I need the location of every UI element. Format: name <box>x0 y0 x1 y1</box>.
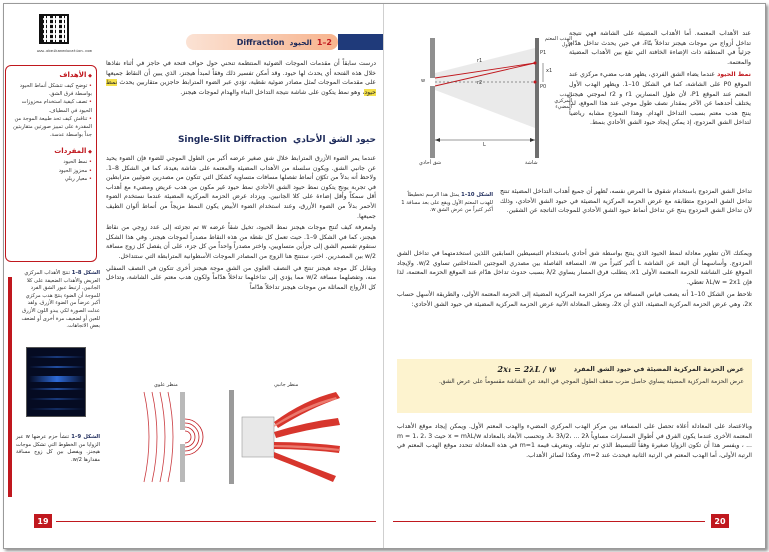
dark-fringes-paragraph: وبالاعتماد على المعادلة أعلاه تحصل على المسافة بين مركز الهدب المركزي المضيء والهدب المعتم الأول. ويمكن إيجاد موقع الأهداب المعتمة الأخرى عندما يكون الفرق في أطوال المسارات مساوياً λ، 3λ/2، ... 2λ، وتحسب الأبعاد بالمعادلة x = mλL/w حيث m = 1، 2، 3 ... ، ويفسر هذا أن تكون الزوايا صغيرة وفقاً للتبسيط الذي تم تناوله. وبتعريف قيمة m=1 في هذه المعادلة تتحدد موقع الهدب المعتم في الرتبة الأولى، أما الهدب المعتم في الرتبة الثانية فيحدث عند m=2، وهكذا لسائر الأهداب. <box>397 423 752 459</box>
intro-text: درست سابقاً أن مقدمات الموجات الضوئية المنتظمة تنحني حول حواف فتحة في حاجز في أثناء نفاذها خلال هذه الفتحة أي يحدث لها حيود. وقد أمكن تفسير ذلك وفقاً لمبدأ هيجنز، الذي يبين أن النقاط جميعها على مقدمات الموجات تُمثل مصادر ضوئية نقطية، تؤدي عبر الضوء المترابط حاجزين متقاربين يحدث <box>106 60 376 87</box>
qr-url: www.obeikaneducation.com <box>37 48 92 53</box>
figure-10-diagram <box>397 28 572 173</box>
figure-8-caption <box>16 270 100 331</box>
highlighted-term: نمط حيود <box>106 79 376 96</box>
section-number: 1–2 <box>316 37 332 47</box>
page-19 <box>4 4 384 548</box>
single-slit-heading-en: Single-Slit Diffraction <box>177 135 288 145</box>
single-slit-heading <box>106 135 376 145</box>
book-spread <box>3 3 766 549</box>
section-banner <box>186 34 338 50</box>
right-intro <box>569 29 751 128</box>
screen-label: شاشة <box>525 160 538 166</box>
double-slit-paragraph: تداخل الشق المزدوج باستخدام شقوق ما المرض نفسه، تُظهر أن جميع أهداب التداخل المضيئة تنتج تداخل الشق المزدوج متطابقة مع عرض الحزمة المركزية المضيئة في حيود الشق الأحادي، وذلك لأن تداخل الشق المزدوج ينتج عن تداخل أنماط حيود الشق الأحادي للموجات الناتجة عن الشقين. <box>500 188 752 215</box>
section-title-en: Diffraction <box>236 37 285 47</box>
L-label: L <box>483 142 486 148</box>
vocab-item: • محزوز الحيود <box>10 167 92 175</box>
section-tab <box>338 34 384 50</box>
objectives-heading: ◆ الأهداف <box>10 71 92 79</box>
intro-text-end: ، وهو نمط يتكون على شاشة نتيجة التداخل البناء والهدام لموجات هيجنز. <box>180 88 365 96</box>
vocab-heading: ◆ المفردات <box>10 147 92 155</box>
side-accent-bar <box>8 277 12 497</box>
objective-item: • تصف كيفية استخدام محزوزات الحيود في المطياف. <box>10 98 92 114</box>
body-text <box>106 154 376 292</box>
vocab-item: • معيار ريلي <box>10 175 92 183</box>
single-slit-heading-ar: حيود الشق الأحادي <box>293 135 376 145</box>
pattern-keyword: نمط الحيود <box>717 71 751 79</box>
body-paragraph: عندما يمر الضوء الأزرق المترابط خلال شق صغير عرضه أكبر من الطول الموجي للضوء فإن الضوء يحيد عن جانبي الشق. ويكون سلسلة من الأهداب المضيئة والمعتمة على شاشة بعيدة، كما في الشكل 8–1. ولاحظ أنه بدلاً من تكوّن أنماط تفصلها مسافات متساوية كشكل التي تتكون من مصدرين ضوئيين مترابطين في تجربة يونج يتكون نمط حيود الشق الأحادي نمط حيود غير مكون من هدب عريض ومضيء مع أهداب أقل سمكاً وأقل إضاءة على كلا الجانبين. ويزداد عرض الحزمة المركزية المضيئة عندما نستخدم الضوء الأحمر بدلاً من الضوء الأزرق، وعند استخدام الضوء الأبيض يكون النمط مزيجاً من أنماط ألوان الطيف جميعها. <box>106 155 376 220</box>
diffraction-pattern-photo <box>26 347 86 417</box>
derivation-text <box>397 249 752 310</box>
figure-9-text: تنشأ حزم عرضها w عبر الزوايا من الخطوط التي تشكل موجات هيجنز. ويفصل بين كل زوج مسافة مقدارها w/2. <box>16 434 100 463</box>
huygens-slit-svg <box>124 382 356 492</box>
central-fringe-label: الهدب المركزي المضيء <box>554 92 572 110</box>
w-label: w <box>421 78 426 84</box>
side-view-label: منظر جانبي <box>274 382 299 388</box>
pattern-text: عندما يضاء الشق الفردي، يظهر هدب مضيء مركزي عند الموقع P0 على الشاشة، كما في الشكل 10–1. ويظهر الهدب الأول المعتم عند الموقع P1، لأن طول المسارين r1 و r2 لموجتي هيجنز يختلف أحدهما عن الآخر بمقدار نصف طول موجي عند هذا الموقع، لذا ينتج هدب معتم بسبب التداخل الهدام. وهذا النموذج مشابه رياضياً لتداخل الشق المزدوج، إذ يمكن إيجاد حيود الشق الأحادي بنمط. <box>569 71 751 127</box>
footer-line <box>56 521 376 522</box>
body-paragraph: ولمعرفة كيف تُنتج موجات هيجنز نمط الحيود، تخيل شقاً عرضه w تم تجزئته إلى عدد زوجي من نقاط هيجنز، كما في الشكل 9–1. حيث تعمل كل نقطة من هذه النقاط مصدراً لموجات هيجنز. وفي هذا الشكل سنقوم تقسيم الشق إلى جزأين متساويين، واختر مصدراً واحداً من كل جزء، على أن يفصل كل زوج مسافة w/2 بين المصدرين. اختر، ستنتج هنا الزوج من المصادر الموجات الأسطوانية المترابطة التي ستتداخل. <box>106 224 377 260</box>
figure-9-caption <box>16 434 100 464</box>
figure-9-diagram <box>124 382 356 492</box>
vocab-item: • نمط الحيود <box>10 158 92 166</box>
equation-title: عرض الحزمة المركزية المضيئة في حيود الشق المفرد <box>573 365 744 373</box>
right-intro-paragraph: عند الأهداب المعتمة. أما الأهداب المضيئة على الشاشة فهي نتيجة تداخل أزواج من موجات هيجنز تداخلاً بنّاءً، في حين يحدث تداخل هدّام جزئياً في المنطقة ذات الإضاءة الخافتة التي تقع بين الأهداب المضيئة والمعتمة. <box>569 30 751 66</box>
figure-10-label: الشكل 10–1 <box>461 192 493 198</box>
single-slit-label: شق أحادي <box>419 160 442 166</box>
figure-8-label: الشكل 8–1 <box>71 270 100 276</box>
intro-paragraph <box>106 59 376 97</box>
body-paragraph: ويقابل كل موجة هيجنز تنتج في النصف العلوي من الشق موجة هيجنز أخرى تتكون في النصف السفلي منه، وتفصلهما مسافة w/2 مما يؤدي إلى تداخلهما تداخلاً هدّاماً ولكون هدب معتم على الشاشة، وتداخل كل الأزواج المماثلة من موجات هيجنز تداخلاً هدّاماً <box>106 264 376 291</box>
top-view-label: منظر علوي <box>154 382 178 388</box>
footer-line <box>393 521 705 522</box>
p1-label: P1 <box>540 50 547 56</box>
figure-8-text: تنتج الأهداب المركزي العريض والأهداب الضعيفة على كلا الجانبين. ارتبط عبور الشق الفرد للموجة أن الضوء ينتج هدب مركزي أكبر عرضاً من الضوء الأزرق. ولقد عدلت الصورة لكي يبدو اللون الأزرق للعين أو لضعيف مرة أخرى أو لضعف بعض الاتجاهات. <box>21 270 100 330</box>
objective-item: • توضح كيف تتشكل أنماط الحيود بواسطة فرق الشق. <box>10 82 92 98</box>
first-dark-label: الهدب المعتم الأول <box>544 36 572 48</box>
pattern-paragraph <box>569 70 751 128</box>
page-20 <box>385 4 766 548</box>
p0-label: P0 <box>540 84 547 90</box>
figure-10-text: يمثل هذا الرسم تخطيطاً للهدب المعتم الأول ويقع على بعد مسافة 1 أكبر كثيراً من عرض الشق w. <box>401 192 493 214</box>
page-number-19: 19 <box>34 514 52 528</box>
figure-9-label: الشكل 9–1 <box>71 434 101 440</box>
central-width-paragraph: تلاحظ من الشكل 10–1 أنه يصعب قياس المسافة من مركز الحزمة المركزية المضيئة إلى الحزمة المعتمة الأولى، والطريقة الأسهل حساب 2x، وهي عرض الحزمة المركزية المضيئة، الذي أن 2x، وتعطى المعادلة الآتية عرض الحزمة المركزية المضيئة في حيود الشق الأحادي: <box>397 291 753 308</box>
objective-item: • تناقش كيف تحد طبيعة الموجة من المقدرة على تمييز صورتين متقاربتين جداً بواسطة عدسة. <box>10 115 92 140</box>
section-title-ar: الحيود <box>289 37 312 47</box>
objectives-box <box>5 65 97 262</box>
derivation-paragraph: ويمكنك الآن تطوير معادلة لنمط الحيود الذي ينتج بواسطة شق أحادي باستخدام التبسيطين السابقين اللذين استخدمتهما في تداخل الشق المزدوج. وأساسهما أن البعد عن الشاشة L أكبر كثيراً من w، المسافة الفاصلة بين مصدري الموجتين المتداخلتين تساوي w/2. ولإيجاد الموقع على الشاشة للحزمة المعتمة الأولى x1، يتطلب فرق المسار يساوي λ/2 بسبب حدوث تداخل هدّام عند الموقع الحزمة المعتمة، لذا فإن λL/w = 2x1 تعطي. <box>397 250 752 286</box>
figure-10-caption <box>393 192 493 215</box>
equation-box <box>397 359 752 413</box>
page-number-20: 20 <box>711 514 729 528</box>
qr-code-icon[interactable] <box>39 14 69 44</box>
x1-label: x1 <box>546 68 553 74</box>
r2-label: r2 <box>477 80 483 86</box>
equation-description: عرض الحزمة المركزية المضيئة يساوي حاصل ضرب ضعف الطول الموجي في البعد عن الشاشة مقسوماً على عرض الشق. <box>438 378 744 385</box>
equation-formula: 2x₁ = 2λL / w <box>497 364 556 374</box>
r1-label: r1 <box>477 58 483 64</box>
